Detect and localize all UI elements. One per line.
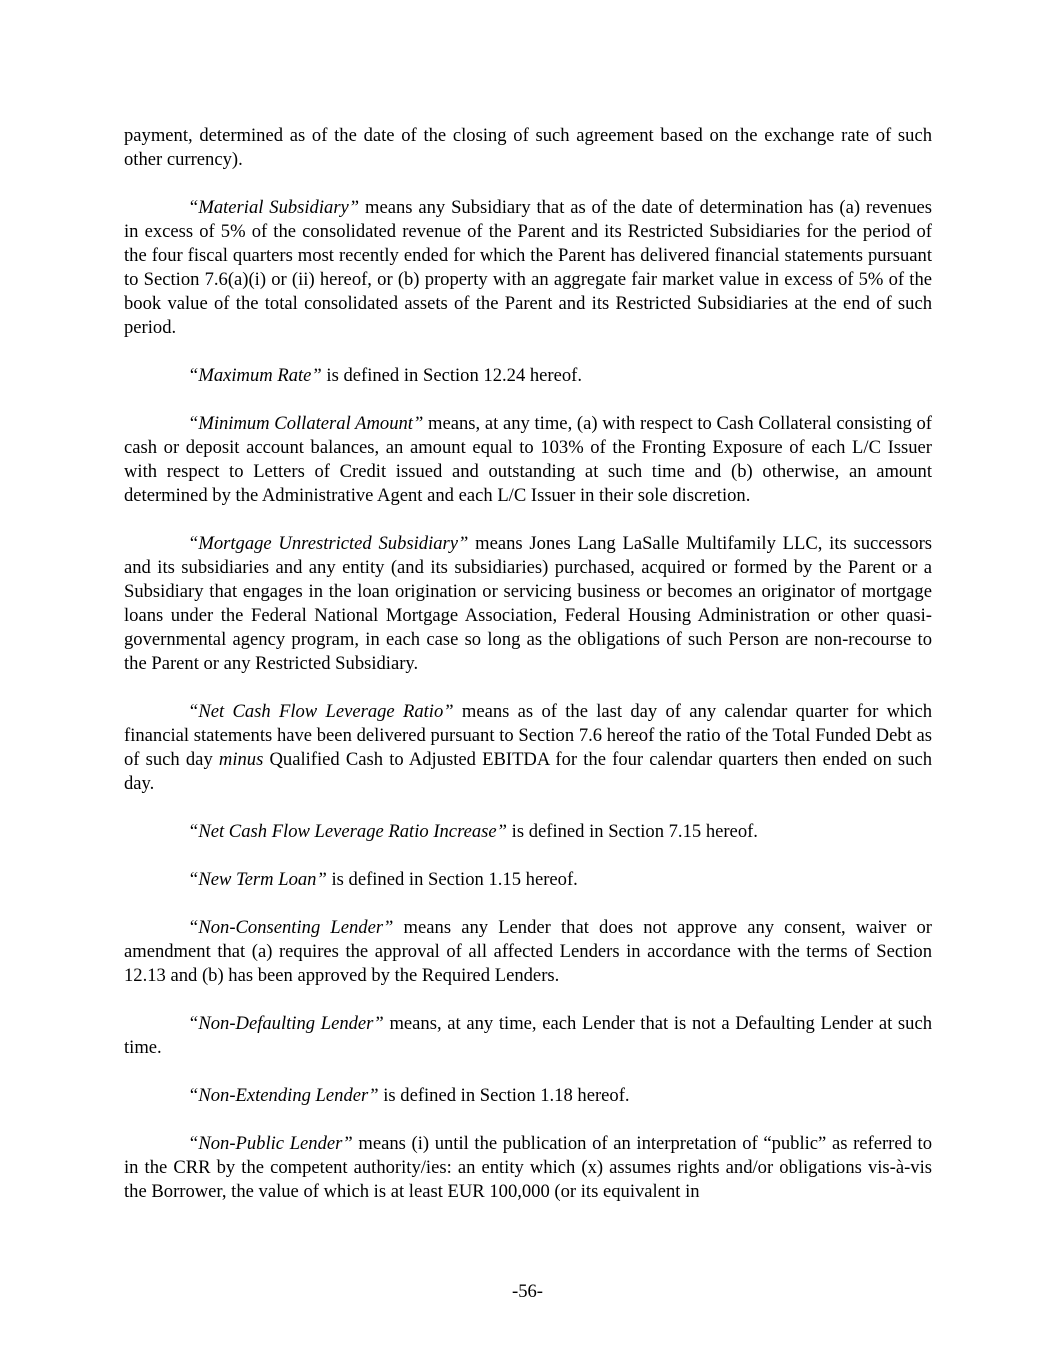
definition-non-public-lender — [124, 1132, 932, 1204]
definition-text: is defined in Section 1.15 hereof. — [326, 869, 578, 890]
definition-non-extending-lender — [124, 1084, 932, 1108]
definition-new-term-loan — [124, 868, 932, 892]
defined-term: “Minimum Collateral Amount” — [188, 413, 424, 434]
paragraph-text: payment, determined as of the date of the closing of such agreement based on the exchange rate of such other currency). — [124, 125, 932, 170]
page-number: -56- — [512, 1281, 543, 1302]
defined-term: “Material Subsidiary” — [188, 197, 360, 218]
definition-text: means as of the last day of any calendar quarter for which financial statements have been delivered pursuant to Section 7.6 hereof the ratio of the Total Funded Debt as of such day — [124, 701, 933, 770]
paragraph-continuation — [124, 124, 932, 172]
definition-maximum-rate — [124, 364, 932, 388]
definition-text: means any Subsidiary that as of the date of determination has (a) revenues in excess of 5% of the consolidated revenue of the Parent and its Restricted Subsidiaries for the period of the four fiscal quarters most recently ended for which the Parent has delivered financial statements pursuant to Section 7.6(a)(i) or (ii) hereof, or (b) property with an aggregate fair market value in excess of 5% of the book value of the total consolidated assets of the Parent and its Restricted Subsidiaries at the end of such period. — [124, 197, 932, 338]
definition-non-defaulting-lender — [124, 1012, 932, 1060]
defined-term: “Net Cash Flow Leverage Ratio” — [188, 701, 454, 722]
definition-material-subsidiary — [124, 196, 932, 340]
definition-mortgage-unrestricted-subsidiary — [124, 532, 932, 676]
defined-term: “Non-Consenting Lender” — [188, 917, 394, 938]
definition-net-cash-flow-leverage-ratio — [124, 700, 932, 796]
definition-text: is defined in Section 1.18 hereof. — [378, 1085, 630, 1106]
definition-text: means (i) until the publication of an interpretation of “public” as referred to in the CRR by the competent authority/ies: an entity which (x) assumes rights and/or obligations vis-à-vis the Borrower, the value of which is at least EUR 100,000 (or its equivalent in — [124, 1133, 933, 1202]
definition-text: is defined in Section 7.15 hereof. — [507, 821, 758, 842]
definition-text: means, at any time, each Lender that is not a Defaulting Lender at such time. — [124, 1013, 932, 1058]
definition-net-cash-flow-leverage-ratio-increase — [124, 820, 932, 844]
defined-term: “Net Cash Flow Leverage Ratio Increase” — [188, 821, 507, 842]
definition-text: means, at any time, (a) with respect to Cash Collateral consisting of cash or deposit account balances, an amount equal to 103% of the Fronting Exposure of each L/C Issuer with respect to Letters of Credit issued and outstanding at such time and (b) otherwise, an amount determined by the Administrative Agent and each L/C Issuer in their sole discretion. — [124, 413, 932, 506]
document-page — [124, 124, 932, 1228]
definition-text: means any Lender that does not approve any consent, waiver or amendment that (a) requires the approval of all affected Lenders in accordance with the terms of Section 12.13 and (b) has been approved by the Required Lenders. — [124, 917, 933, 986]
defined-term: “Maximum Rate” — [188, 365, 322, 386]
defined-term: “Non-Defaulting Lender” — [188, 1013, 384, 1034]
defined-term: “Mortgage Unrestricted Subsidiary” — [188, 533, 469, 554]
defined-term: “New Term Loan” — [188, 869, 327, 890]
definition-emphasis: minus — [218, 749, 264, 770]
defined-term: “Non-Public Lender” — [188, 1133, 353, 1154]
definition-non-consenting-lender — [124, 916, 932, 988]
definition-minimum-collateral-amount — [124, 412, 932, 508]
definition-text: means Jones Lang LaSalle Multifamily LLC, its successors and its subsidiaries and any entity (and its subsidiaries) purchased, acquired or formed by the Parent or a Subsidiary that engages in the loan origination or servicing business or becomes an originator of mortgage loans under the Federal National Mortgage Association, Federal Housing Administration or other quasi-governmental agency program, in each case so long as the obligations of such Person are non-recourse to the Parent or any Restricted Subsidiary. — [124, 533, 933, 674]
definition-text: is defined in Section 12.24 hereof. — [321, 365, 583, 386]
defined-term: “Non-Extending Lender” — [188, 1085, 379, 1106]
definition-text: Qualified Cash to Adjusted EBITDA for the four calendar quarters then ended on such day. — [124, 749, 932, 794]
